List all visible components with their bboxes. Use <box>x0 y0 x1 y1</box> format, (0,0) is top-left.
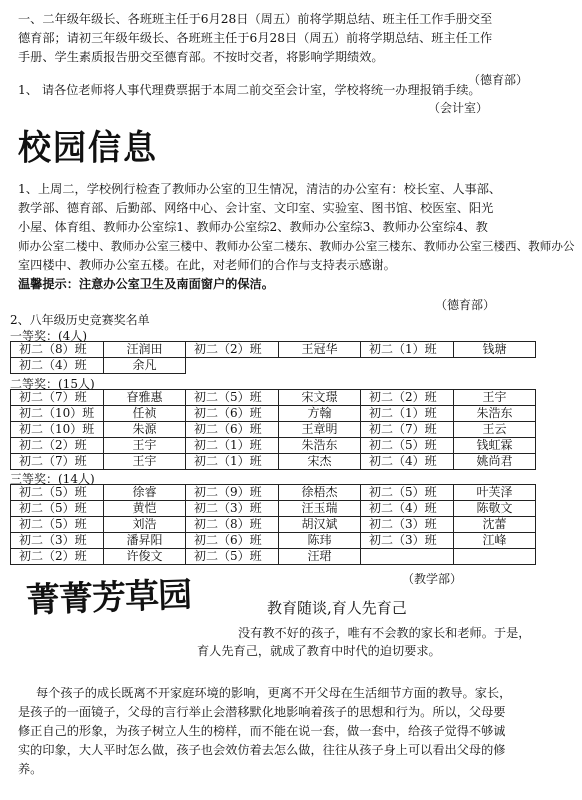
table-cell: 初二（3）班 <box>11 533 104 549</box>
table-cell <box>454 549 536 565</box>
table-cell: 初二（4）班 <box>11 358 104 374</box>
essay-body-line: 是孩子的一面镜子，父母的言行举止会潜移默化地影响着孩子的思想和行为。所以，父母要 <box>18 705 506 719</box>
table-cell: 初二（7）班 <box>11 454 104 470</box>
second-prize-table <box>10 389 536 470</box>
table-row <box>11 358 536 374</box>
news-line: 小屋、体育组、教师办公室综1、教师办公室综2、教师办公室综3、教师办公室综4、教 <box>18 220 488 234</box>
table-cell: 初二（1）班 <box>186 454 279 470</box>
table-cell: 朱浩东 <box>454 406 536 422</box>
table-cell: 初二（5）班 <box>361 438 454 454</box>
notice-signature: （德育部） <box>468 73 529 87</box>
table-cell: 初二（3）班 <box>361 517 454 533</box>
table-cell: 汪玉瑞 <box>279 501 361 517</box>
table-cell: 王宇 <box>454 390 536 406</box>
table-cell: 陈敬文 <box>454 501 536 517</box>
table-row <box>11 533 536 549</box>
table-cell: 初二（5）班 <box>11 485 104 501</box>
table-cell: 初二（7）班 <box>361 422 454 438</box>
table-cell: 初二（7）班 <box>11 390 104 406</box>
table-cell: 初二（6）班 <box>186 406 279 422</box>
news-line: 1、上周二，学校例行检查了教师办公室的卫生情况，清洁的办公室有：校长室、人事部、 <box>18 182 502 196</box>
table-cell: 王冠华 <box>279 342 361 358</box>
notice-line: 德育部；请初三年级年级长、各班班主任于6月28日（周五）前将学期总结、班主任工作 <box>18 31 493 45</box>
table-row <box>11 390 536 406</box>
essay-body-line: 修正自己的形象，为孩子树立人生的榜样，而不能在说一套，做一套中，给孩子觉得不够诚 <box>18 724 506 738</box>
table-cell: 许俊文 <box>104 549 186 565</box>
table-cell: 初二（2）班 <box>186 342 279 358</box>
table-cell: 汪珺 <box>279 549 361 565</box>
table-cell: 江峰 <box>454 533 536 549</box>
essay-subtitle: 教育随谈,育人先育己 <box>267 599 407 617</box>
table-cell: 初二（2）班 <box>361 390 454 406</box>
table-cell <box>361 549 454 565</box>
table-cell: 初二（8）班 <box>186 517 279 533</box>
essay-body-line: 每个孩子的成长既离不开家庭环境的影响，更离不开父母在生活细节方面的教导。家长， <box>36 686 512 700</box>
notice-line: 一、二年级年级长、各班班主任于6月28日（周五）前将学期总结、班主任工作手册交至 <box>18 12 493 26</box>
table-cell: 沈蕾 <box>454 517 536 533</box>
table-cell: 初二（4）班 <box>361 454 454 470</box>
table-cell: 胡汉斌 <box>279 517 361 533</box>
table-cell: 初二（5）班 <box>11 501 104 517</box>
table-cell: 方翰 <box>279 406 361 422</box>
table-cell: 初二（5）班 <box>186 390 279 406</box>
table-cell: 朱浩东 <box>279 438 361 454</box>
table-row <box>11 501 536 517</box>
third-prize-label: 三等奖：(14人) <box>10 472 95 486</box>
table-row <box>11 454 536 470</box>
table-cell: 初二（6）班 <box>186 422 279 438</box>
table-cell: 初二（2）班 <box>11 549 104 565</box>
table-cell: 朱源 <box>104 422 186 438</box>
news-line: 室四楼中、教师办公室五楼。在此，对老师们的合作与支持表示感谢。 <box>18 258 396 272</box>
table-cell: 刘浩 <box>104 517 186 533</box>
table-row <box>11 342 536 358</box>
notice-signature: （会计室） <box>428 101 489 115</box>
table-row <box>11 422 536 438</box>
table-cell: 王宇 <box>104 454 186 470</box>
table-cell: 初二（1）班 <box>186 438 279 454</box>
table-cell: 钱瑭 <box>454 342 536 358</box>
warm-tip: 温馨提示：注意办公室卫生及南面窗户的保洁。 <box>18 277 274 291</box>
table-cell: 徐梧杰 <box>279 485 361 501</box>
table-cell: 汪润田 <box>104 342 186 358</box>
essay-intro-line: 没有教不好的孩子，唯有不会教的家长和老师。于是， <box>238 626 531 640</box>
notice-line: 1、 请各位老师将人事代理费票据于本周二前交至会计室，学校将统一办理报销手续。 <box>18 83 481 97</box>
table-cell: 姚尚君 <box>454 454 536 470</box>
third-prize-table <box>10 484 536 565</box>
table-row <box>11 406 536 422</box>
notice-line: 手册、学生素质报告册交至德育部。不按时交者，将影响学期绩效。 <box>18 50 384 64</box>
table-cell: 初二（10）班 <box>11 422 104 438</box>
table-cell: 眘雅惠 <box>104 390 186 406</box>
news-line: 师办公室二楼中、教师办公室三楼中、教师办公室二楼东、教师办公室三楼东、教师办公室三楼西、教师办公 <box>18 239 575 253</box>
table-cell: 初二（5）班 <box>186 549 279 565</box>
table-cell: 叶芙泽 <box>454 485 536 501</box>
table-cell: 初二（8）班 <box>11 342 104 358</box>
table-cell: 黄恺 <box>104 501 186 517</box>
table-cell: 宋杰 <box>279 454 361 470</box>
first-prize-table <box>10 341 536 374</box>
table-cell: 初二（1）班 <box>361 406 454 422</box>
second-prize-label: 二等奖：(15人) <box>10 377 95 391</box>
table-cell: 初二（1）班 <box>361 342 454 358</box>
table-cell: 初二（5）班 <box>11 517 104 533</box>
table-cell: 初二（3）班 <box>186 501 279 517</box>
table-cell: 初二（2）班 <box>11 438 104 454</box>
table-cell: 潘昇阳 <box>104 533 186 549</box>
table-cell: 初二（5）班 <box>361 485 454 501</box>
news-signature: （德育部） <box>435 298 496 312</box>
table-cell: 初二（4）班 <box>361 501 454 517</box>
contest-signature: （教学部） <box>402 572 463 586</box>
contest-title: 2、八年级历史竞赛奖名单 <box>10 313 150 327</box>
table-cell: 陈玮 <box>279 533 361 549</box>
table-cell: 余凡 <box>104 358 186 374</box>
table-cell: 宋文璟 <box>279 390 361 406</box>
news-line: 教学部、德育部、后勤部、网络中心、会计室、文印室、实验室、图书馆、校医室、阳光 <box>18 201 494 215</box>
table-cell: 钱虹霖 <box>454 438 536 454</box>
essay-intro-line: 育人先育己，就成了教育中时代的迫切要求。 <box>197 644 441 658</box>
table-cell: 王章明 <box>279 422 361 438</box>
table-cell: 初二（6）班 <box>186 533 279 549</box>
section-title-essay: 菁菁芳草园 <box>25 575 192 621</box>
table-cell: 初二（9）班 <box>186 485 279 501</box>
table-row <box>11 485 536 501</box>
table-cell: 初二（10）班 <box>11 406 104 422</box>
essay-body-line: 实的印象，大人平时怎么做，孩子也会效仿着去怎么做，往往从孩子身上可以看出父母的修 <box>18 743 506 757</box>
section-title-campus-news: 校园信息 <box>18 127 158 169</box>
table-row <box>11 549 536 565</box>
table-cell: 初二（3）班 <box>361 533 454 549</box>
table-row <box>11 517 536 533</box>
essay-body-line: 养。 <box>18 762 43 776</box>
table-cell: 王宇 <box>104 438 186 454</box>
table-row <box>11 438 536 454</box>
table-cell: 任祯 <box>104 406 186 422</box>
table-cell: 徐睿 <box>104 485 186 501</box>
first-prize-label: 一等奖：(4人) <box>10 329 87 343</box>
table-cell: 王云 <box>454 422 536 438</box>
